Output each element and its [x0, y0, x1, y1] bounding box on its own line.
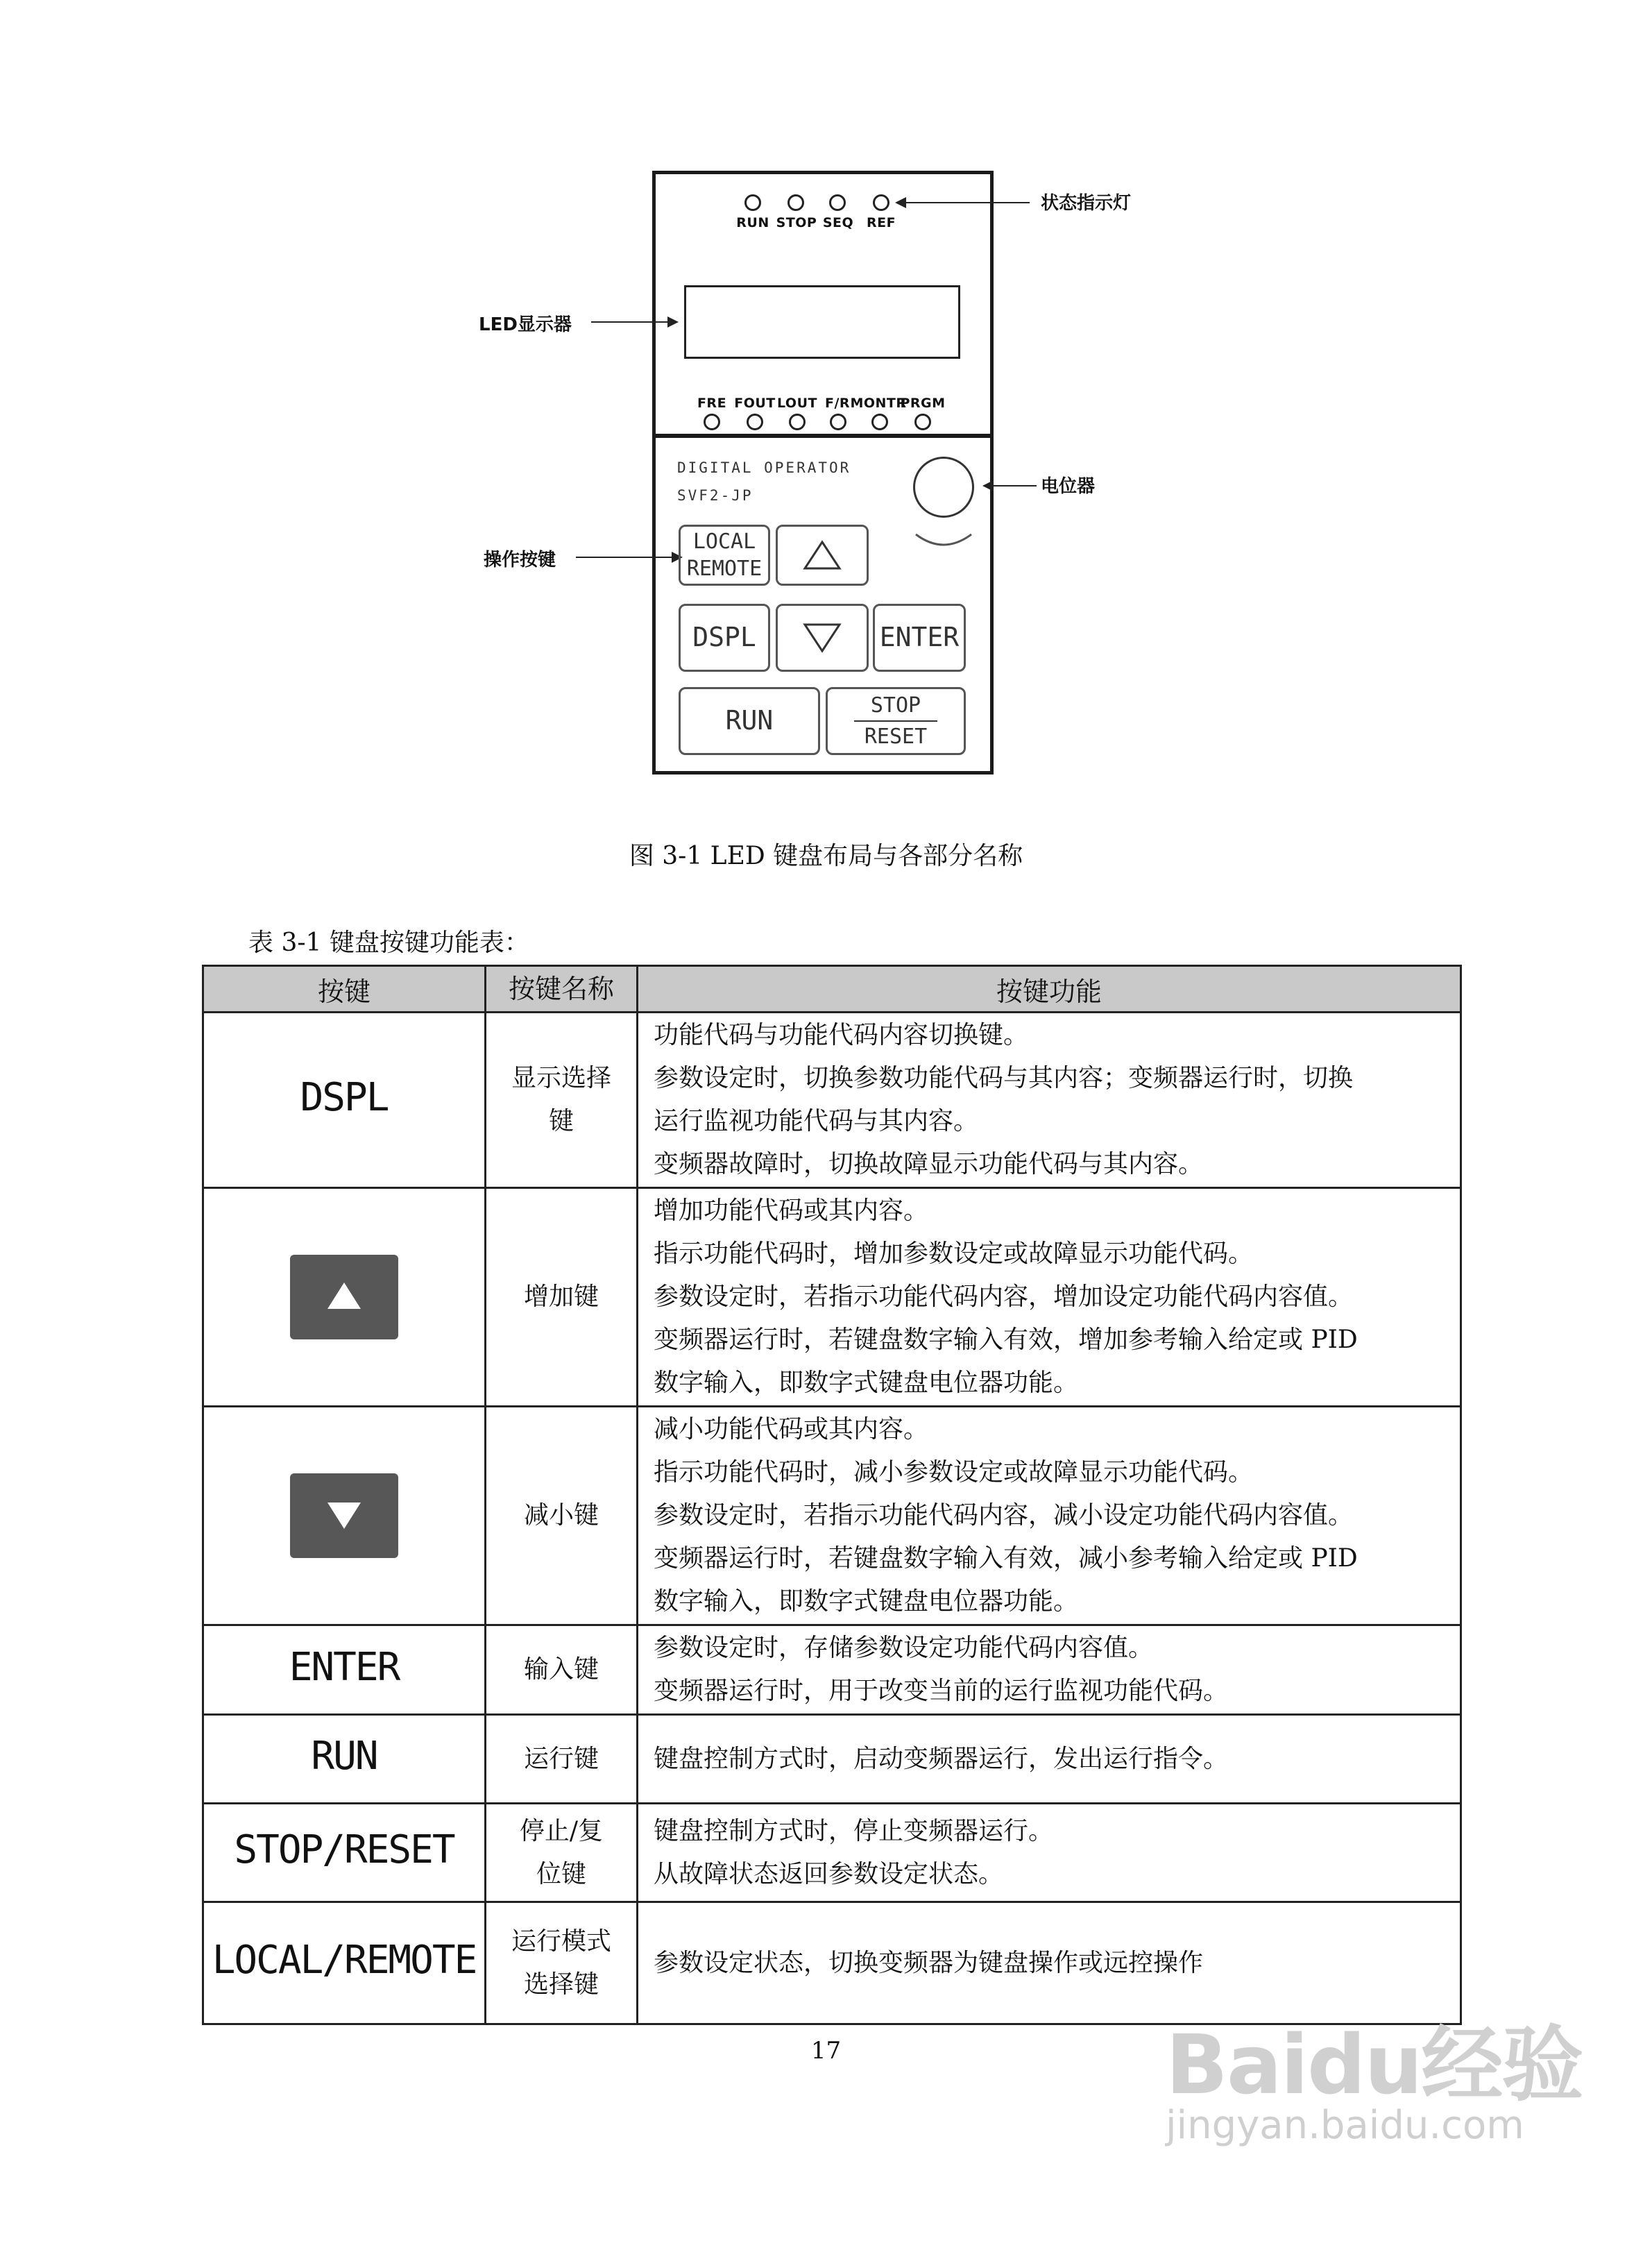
function-line: 参数设定时，若指示功能代码内容，减小设定功能代码内容值。	[654, 1501, 1354, 1530]
run-key[interactable]	[679, 687, 820, 755]
name-cell	[486, 1804, 638, 1902]
indicator-label: SEQ	[822, 215, 854, 230]
triangle-down-outline-icon	[803, 623, 842, 653]
header-name: 按键名称	[486, 966, 638, 1013]
key-cell	[203, 1188, 486, 1407]
function-line: 变频器运行时，若键盘数字输入有效，增加参考输入给定或 PID	[654, 1326, 1358, 1354]
callout-led-display: LED显示器	[479, 314, 572, 335]
key-label: REMOTE	[686, 557, 763, 581]
page-number: 17	[810, 2037, 842, 2065]
name-line: 增加键	[523, 1283, 599, 1311]
name-line: 位键	[536, 1859, 586, 1888]
led-prgm-icon	[914, 414, 931, 430]
led-display	[684, 285, 960, 359]
led-lout-icon	[789, 414, 806, 430]
key-label: LOCAL	[692, 530, 756, 554]
knob-arc-icon	[909, 527, 978, 555]
callout-leader	[905, 202, 1030, 203]
name-line: 减小键	[523, 1501, 599, 1530]
arrow-right-icon	[667, 316, 679, 328]
key-name: ENTER	[289, 1644, 400, 1690]
indicator-label: STOP	[776, 215, 817, 230]
key-name: RUN	[311, 1734, 377, 1779]
up-triangle-icon	[290, 1255, 398, 1339]
key-cell	[203, 1407, 486, 1625]
indicator-label: PRGM	[900, 396, 946, 411]
function-cell	[638, 1804, 1461, 1902]
indicator-label: REF	[866, 215, 896, 230]
led-ref-icon	[873, 194, 889, 211]
function-cell	[638, 1625, 1461, 1715]
panel-divider	[652, 434, 994, 438]
function-line: 变频器故障时，切换故障显示功能代码与其内容。	[654, 1150, 1204, 1178]
name-line: 运行键	[523, 1744, 599, 1773]
name-line: 键	[548, 1107, 574, 1135]
arrow-left-icon	[982, 480, 994, 491]
function-line: 运行监视功能代码与其内容。	[654, 1107, 979, 1135]
callout-status-led: 状态指示灯	[1041, 193, 1132, 214]
indicator-label: F/R	[824, 396, 851, 411]
table-header-row	[203, 966, 1461, 1013]
callout-potentiometer: 电位器	[1041, 476, 1096, 497]
name-cell	[486, 1625, 638, 1715]
indicator-label: MONTR	[850, 396, 907, 411]
name-cell	[486, 1407, 638, 1625]
function-cell	[638, 1188, 1461, 1407]
indicator-label: FOUT	[734, 396, 776, 411]
table-row	[203, 1188, 1461, 1407]
name-cell	[486, 1902, 638, 2024]
name-line: 停止/复	[519, 1816, 604, 1845]
header-key: 按键	[203, 966, 486, 1013]
function-line: 指示功能代码时，增加参数设定或故障显示功能代码。	[654, 1239, 1254, 1268]
table-title: 表 3-1 键盘按键功能表：	[248, 929, 529, 957]
indicator-label: FRE	[697, 396, 727, 411]
key-cell	[203, 1625, 486, 1715]
key-cell	[203, 1804, 486, 1902]
callout-leader	[992, 485, 1037, 486]
indicator-label: LOUT	[777, 396, 817, 411]
key-divider	[854, 720, 937, 722]
key-cell	[203, 1902, 486, 2024]
down-triangle-icon	[290, 1473, 398, 1558]
key-name: LOCAL/REMOTE	[212, 1938, 477, 1983]
name-cell	[486, 1013, 638, 1188]
triangle-up-outline-icon	[803, 540, 842, 570]
led-fout-icon	[747, 414, 763, 430]
name-cell	[486, 1188, 638, 1407]
function-line: 参数设定状态，切换变频器为键盘操作或远控操作	[654, 1948, 1204, 1977]
led-run-icon	[744, 194, 761, 211]
name-line: 输入键	[523, 1655, 599, 1684]
callout-keys: 操作按键	[484, 550, 556, 570]
function-line: 数字输入，即数字式键盘电位器功能。	[654, 1587, 1079, 1616]
callout-leader	[576, 557, 673, 558]
dspl-key[interactable]	[679, 604, 770, 672]
function-line: 键盘控制方式时，启动变频器运行，发出运行指令。	[654, 1744, 1229, 1773]
potentiometer-knob-icon	[913, 457, 974, 518]
indicator-label: RUN	[736, 215, 769, 230]
function-line: 从故障状态返回参数设定状态。	[654, 1859, 1004, 1888]
function-line: 键盘控制方式时，停止变频器运行。	[654, 1816, 1054, 1845]
key-label: DSPL	[692, 622, 756, 653]
function-line: 减小功能代码或其内容。	[654, 1415, 929, 1444]
function-cell	[638, 1407, 1461, 1625]
table-row	[203, 1715, 1461, 1804]
key-label: ENTER	[879, 622, 960, 653]
callout-leader	[591, 321, 669, 323]
stop-reset-key[interactable]	[826, 687, 966, 755]
header-function: 按键功能	[638, 966, 1461, 1013]
table-row	[203, 1013, 1461, 1188]
function-line: 指示功能代码时，减小参数设定或故障显示功能代码。	[654, 1458, 1254, 1487]
key-label: RESET	[864, 725, 928, 749]
function-line: 参数设定时，切换参数功能代码与其内容；变频器运行时，切换	[654, 1064, 1354, 1092]
name-line: 显示选择	[511, 1064, 611, 1092]
key-name: STOP/RESET	[234, 1827, 454, 1872]
function-line: 功能代码与功能代码内容切换键。	[654, 1021, 1029, 1049]
led-stop-icon	[787, 194, 804, 211]
function-line: 参数设定时，存储参数设定功能代码内容值。	[654, 1634, 1154, 1662]
operator-model: SVF2-JP	[677, 487, 753, 504]
watermark-logo: Baidu经验	[1166, 2017, 1583, 2113]
local-remote-key[interactable]	[679, 525, 770, 586]
name-cell	[486, 1715, 638, 1804]
enter-key[interactable]	[873, 604, 966, 672]
figure-caption: 图 3-1 LED 键盘布局与各部分名称	[629, 842, 1023, 870]
key-label: STOP	[870, 693, 921, 718]
function-line: 变频器运行时，若键盘数字输入有效，减小参考输入给定或 PID	[654, 1544, 1358, 1573]
key-label: RUN	[725, 705, 774, 736]
key-cell	[203, 1013, 486, 1188]
led-fre-icon	[704, 414, 720, 430]
key-cell	[203, 1715, 486, 1804]
name-line: 选择键	[523, 1970, 599, 1999]
name-line: 运行模式	[511, 1927, 611, 1956]
down-key[interactable]	[776, 604, 869, 672]
led-montr-icon	[871, 414, 888, 430]
function-line: 变频器运行时，用于改变当前的运行监视功能代码。	[654, 1677, 1229, 1705]
key-function-table	[202, 965, 1462, 2025]
table-row	[203, 1625, 1461, 1715]
watermark-url: jingyan.baidu.com	[1166, 2103, 1524, 2148]
function-line: 增加功能代码或其内容。	[654, 1196, 929, 1225]
function-cell	[638, 1013, 1461, 1188]
led-seq-icon	[829, 194, 846, 211]
function-cell	[638, 1715, 1461, 1804]
table-row	[203, 1407, 1461, 1625]
key-name: DSPL	[300, 1074, 389, 1120]
table-row	[203, 1804, 1461, 1902]
led-fr-icon	[830, 414, 846, 430]
operator-title: DIGITAL OPERATOR	[677, 459, 851, 476]
function-line: 参数设定时，若指示功能代码内容，增加设定功能代码内容值。	[654, 1283, 1354, 1311]
up-key[interactable]	[776, 525, 869, 586]
function-line: 数字输入，即数字式键盘电位器功能。	[654, 1369, 1079, 1397]
